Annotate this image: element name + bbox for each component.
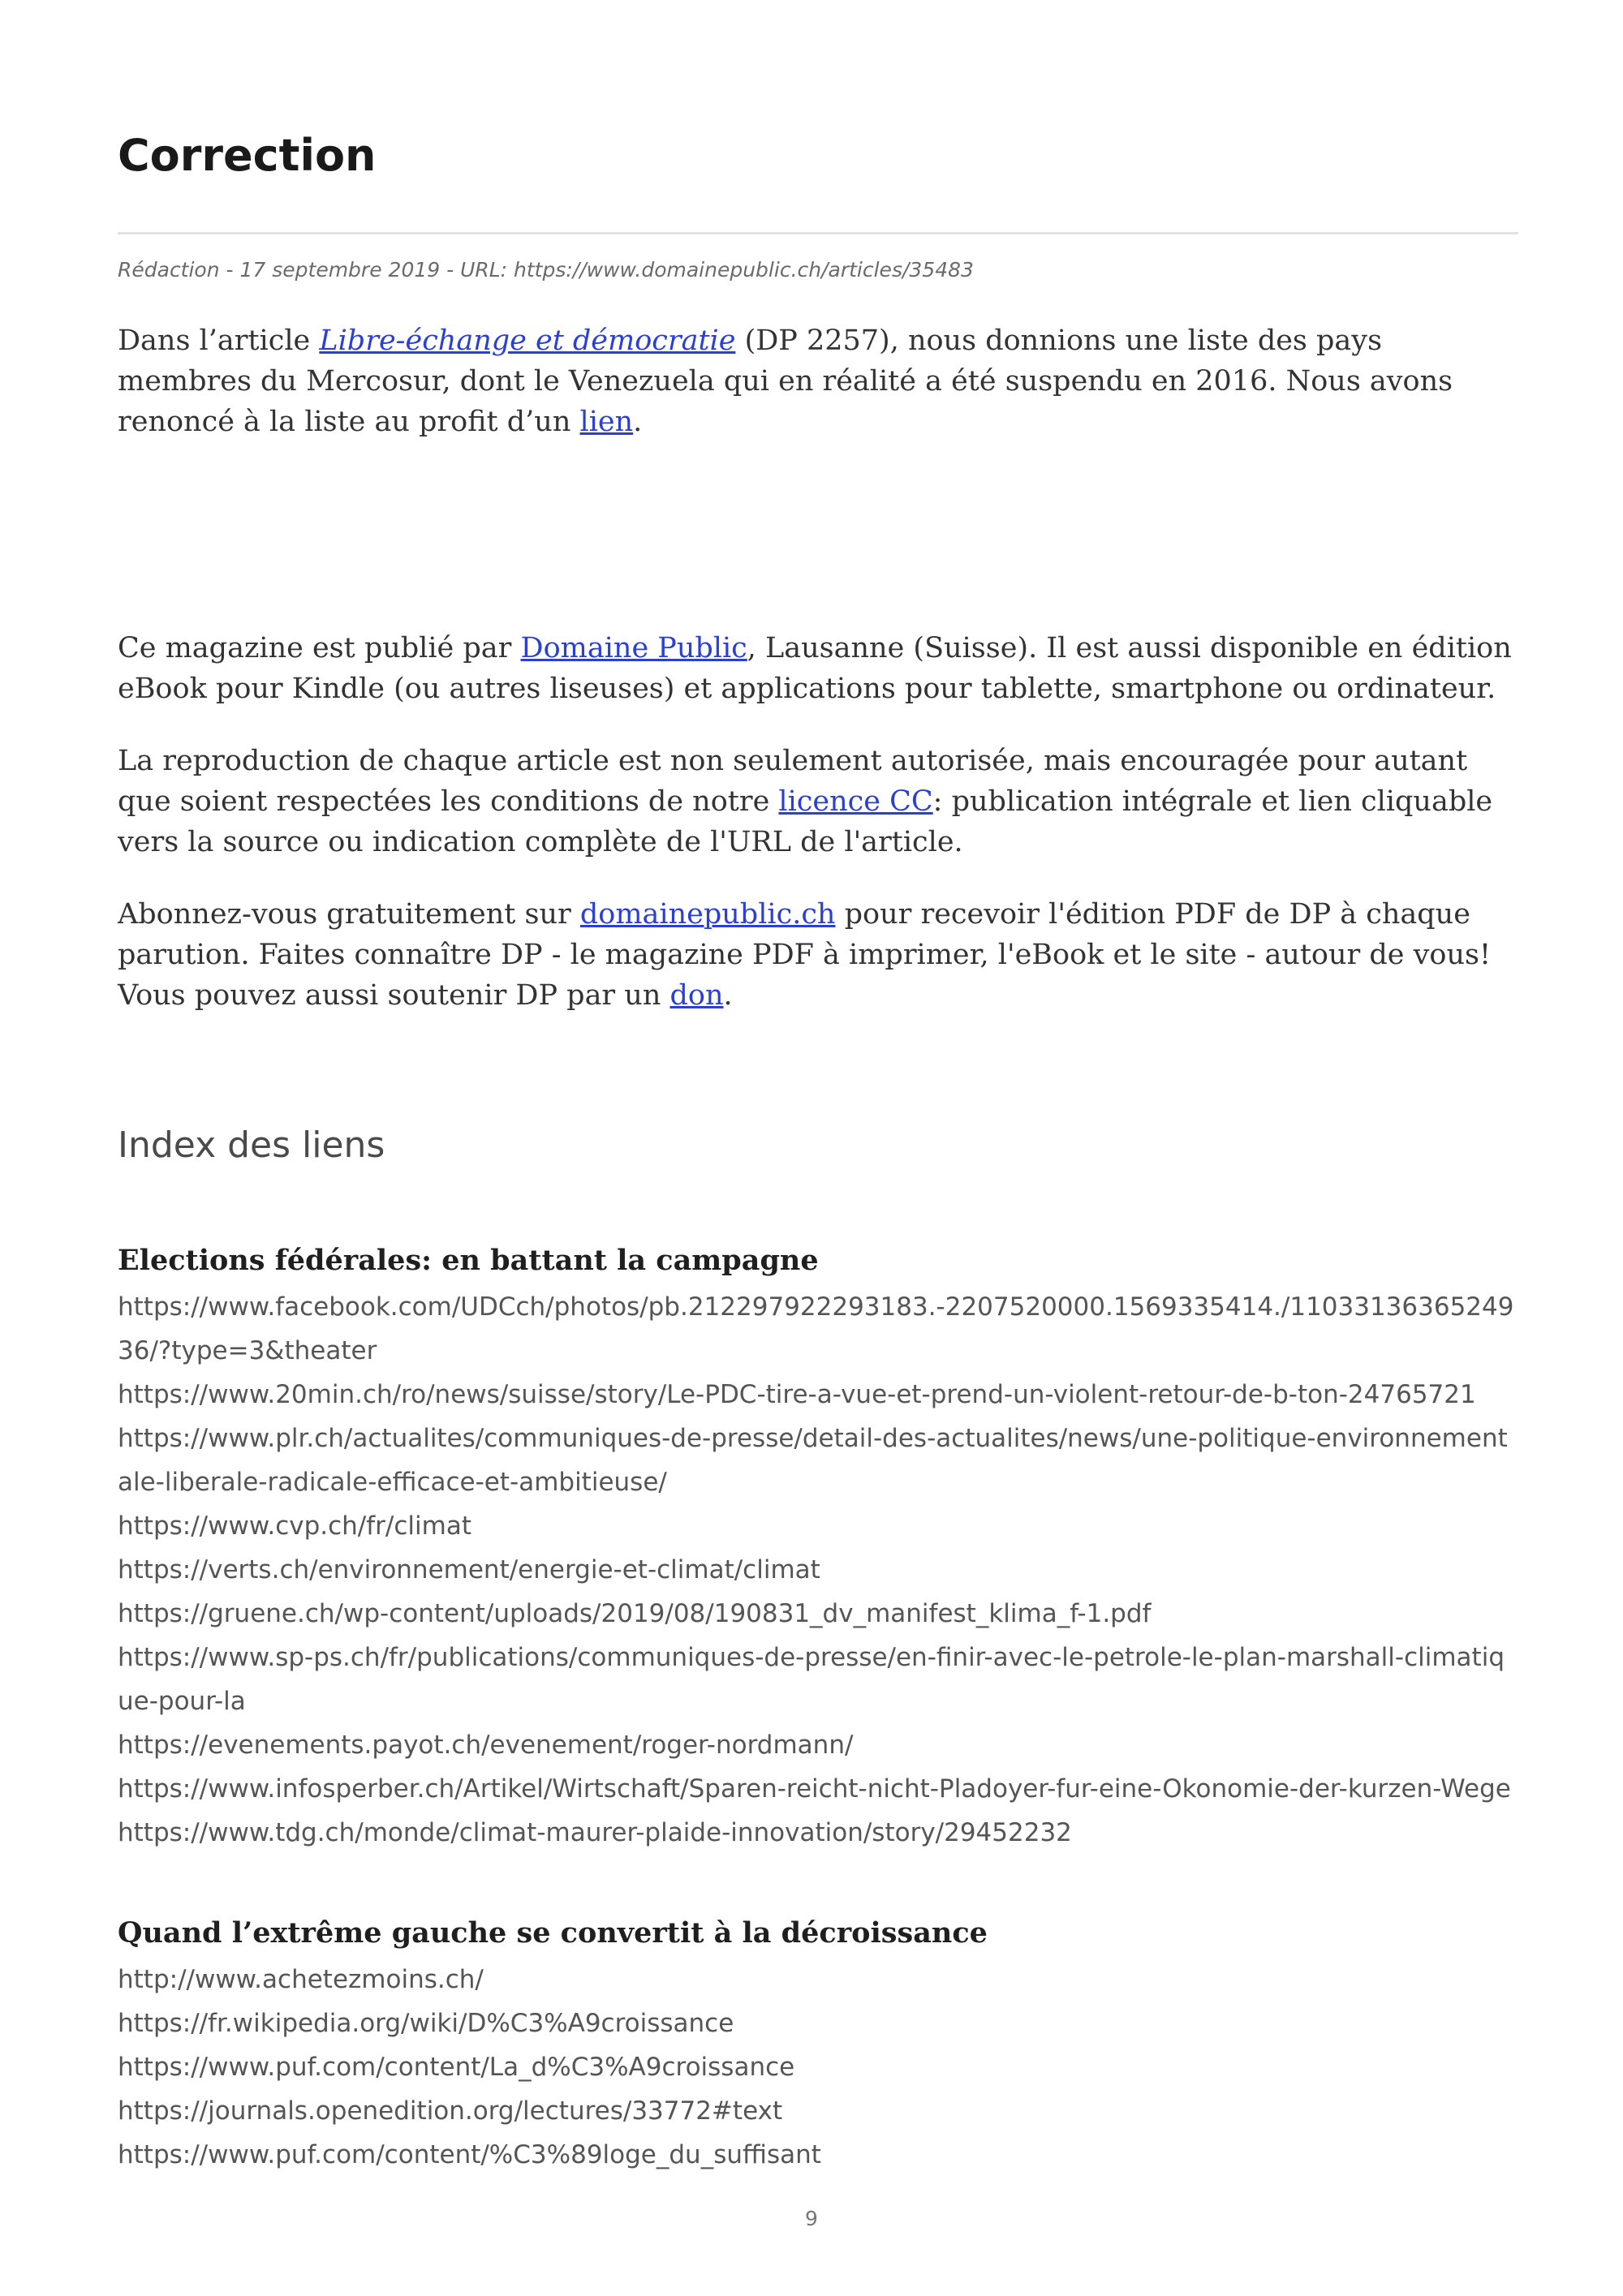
link-libre-echange[interactable]: Libre-échange et démocratie bbox=[319, 325, 736, 357]
index-group-title: Quand l’extrême gauche se convertit à la décroissance bbox=[118, 1916, 988, 1950]
link-lien[interactable]: lien bbox=[579, 406, 634, 438]
index-heading: Index des liens bbox=[118, 1124, 385, 1166]
index-url[interactable]: https://www.tdg.ch/monde/climat-maurer-plaide-innovation/story/29452232 bbox=[118, 1818, 1072, 1847]
index-url[interactable]: https://www.cvp.ch/fr/climat bbox=[118, 1511, 471, 1541]
link-domainepublic[interactable]: domainepublic.ch bbox=[579, 898, 836, 931]
index-url[interactable]: https://www.sp-ps.ch/fr/publications/communiques-de-presse/en-finir-avec-le-petrole-le-plan-marshall-climatique-pour-la bbox=[118, 1643, 1505, 1716]
index-url[interactable]: https://www.facebook.com/UDCch/photos/pb.212297922293183.-2207520000.1569335414./1103313636524936/?type=3&theater bbox=[118, 1292, 1514, 1365]
link-domaine-public[interactable]: Domaine Public bbox=[520, 632, 747, 664]
page-number: 9 bbox=[805, 2207, 818, 2230]
article-body: Dans l’article Libre-échange et démocratie (DP 2257), nous donnions une liste des pays membres du Mercosur, dont le Venezuela qui en réalité a été suspendu en 2016. Nous avons renoncé à la liste au profit d’un lien. bbox=[118, 325, 1453, 438]
index-url[interactable]: https://evenements.payot.ch/evenement/roger-nordmann/ bbox=[118, 1731, 854, 1760]
index-url[interactable]: https://www.puf.com/content/La_d%C3%A9croissance bbox=[118, 2053, 795, 2082]
article-title: Correction bbox=[118, 130, 377, 181]
index-url[interactable]: https://journals.openedition.org/lectures/33772#text bbox=[118, 2096, 783, 2126]
index-group-title: Elections fédérales: en battant la campagne bbox=[118, 1244, 819, 1277]
index-url[interactable]: https://www.plr.ch/actualites/communiques-de-presse/detail-des-actualites/news/une-politique-environnementale-liberale-radicale-efficace-et-ambitieuse/ bbox=[118, 1424, 1508, 1497]
reproduction-paragraph: La reproduction de chaque article est non seulement autorisée, mais encouragée pour autant que soient respectées les conditions de notre licence CC: publication intégrale et lien cliquable vers la source ou indication complète de l'URL de l'article. bbox=[118, 745, 1493, 858]
subscribe-paragraph: Abonnez-vous gratuitement sur domainepublic.ch pour recevoir l'édition PDF de DP à chaque parution. Faites connaître DP - le magazine PDF à imprimer, l'eBook et le site - autour de vous! Vous pouvez aussi soutenir DP par un don. bbox=[118, 898, 1492, 1012]
article-meta: Rédaction - 17 septembre 2019 - URL: https://www.domainepublic.ch/articles/35483 bbox=[118, 258, 974, 282]
index-url[interactable]: https://fr.wikipedia.org/wiki/D%C3%A9croissance bbox=[118, 2009, 734, 2038]
index-url[interactable]: http://www.achetezmoins.ch/ bbox=[118, 1965, 484, 1994]
index-url[interactable]: https://www.puf.com/content/%C3%89loge_du_suffisant bbox=[118, 2140, 821, 2169]
title-divider bbox=[118, 232, 1518, 234]
index-url[interactable]: https://gruene.ch/wp-content/uploads/2019/08/190831_dv_manifest_klima_f-1.pdf bbox=[118, 1599, 1152, 1628]
index-url-list bbox=[118, 1285, 1518, 1855]
publisher-paragraph: Ce magazine est publié par Domaine Public, Lausanne (Suisse). Il est aussi disponible en édition eBook pour Kindle (ou autres liseuses) et applications pour tablette, smartphone ou ordinateur. bbox=[118, 632, 1512, 705]
index-url[interactable]: https://www.infosperber.ch/Artikel/Wirtschaft/Sparen-reicht-nicht-Pladoyer-fur-eine-Okonomie-der-kurzen-Wege bbox=[118, 1774, 1511, 1804]
index-url[interactable]: https://verts.ch/environnement/energie-et-climat/climat bbox=[118, 1555, 820, 1584]
index-url[interactable]: https://www.20min.ch/ro/news/suisse/story/Le-PDC-tire-a-vue-et-prend-un-violent-retour-de-b-ton-24765721 bbox=[118, 1380, 1476, 1409]
link-don[interactable]: don bbox=[669, 979, 724, 1012]
index-url-list bbox=[118, 1958, 1518, 2177]
link-licence-cc[interactable]: licence CC bbox=[778, 785, 933, 818]
